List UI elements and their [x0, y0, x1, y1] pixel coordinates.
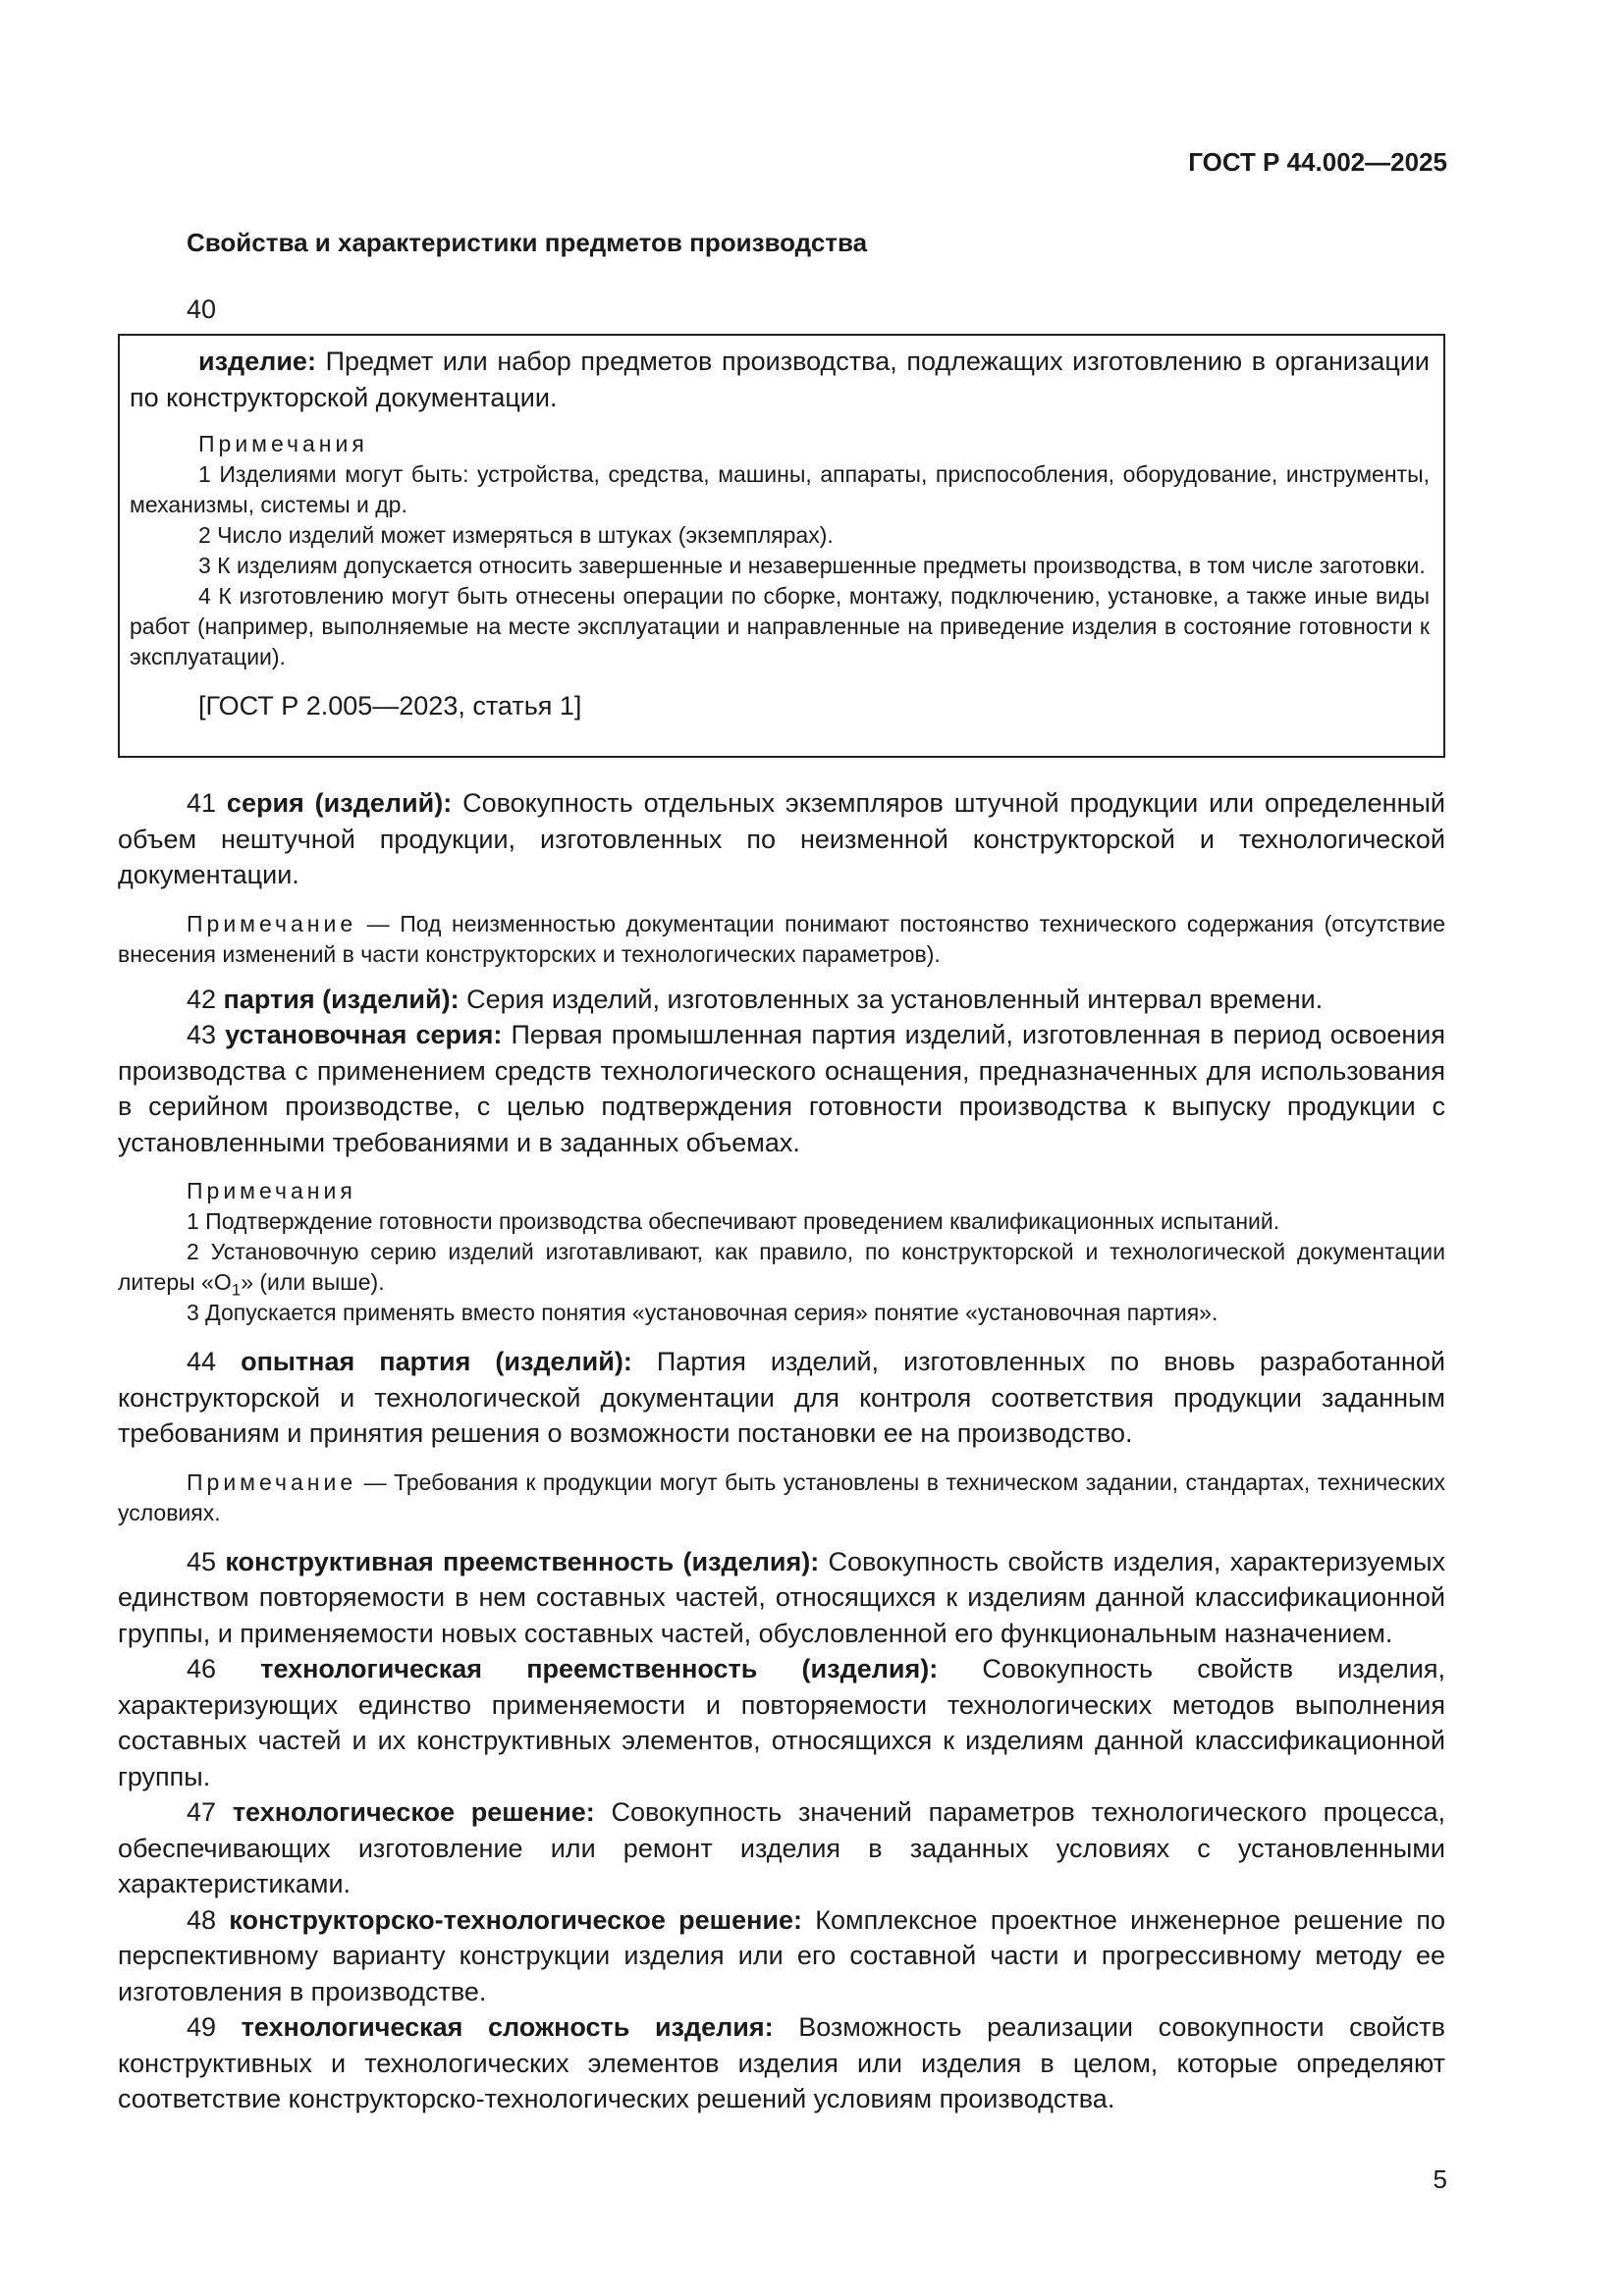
term-40-entry: [130, 344, 1430, 415]
term-49-term: технологическая сложность изделия:: [241, 2012, 774, 2042]
document-code: ГОСТ Р 44.002—2025: [1188, 147, 1447, 177]
term-42-term: партия (изделий):: [223, 984, 460, 1014]
term-40-note-3: 3 К изделиям допускается относить завершенные и незавершенные предметы производства, в том числе заготовки.: [198, 553, 1426, 578]
term-41-term: серия (изделий):: [226, 788, 453, 818]
term-48-entry: [118, 1902, 1445, 2010]
section-title: Свойства и характеристики предметов производства: [187, 228, 868, 257]
term-42-number: 42: [187, 984, 224, 1014]
term-43-note-1: 1 Подтверждение готовности производства обеспечивают проведением квалификационных испытаний.: [187, 1208, 1280, 1234]
term-44-entry: [118, 1344, 1445, 1452]
term-41-note-label: Примечание: [187, 910, 357, 936]
term-49-entry: [118, 2009, 1445, 2117]
term-40-number: 40: [187, 294, 217, 324]
term-41-note-text: — Под неизменностью документации понимают постоянство технического содержания (отсутствие внесения изменений в части конструкторских и технологических параметров).: [118, 910, 1445, 967]
term-40-note-2: 2 Число изделий может измеряться в штуках (экземплярах).: [198, 522, 834, 548]
term-45-definition: Совокупность свойств изделия, характеризуемых единством повторяемости в нем составных частей, относящихся к изделиям данной классификационной группы, и применяемости новых составных частей, обусловленной его функциональным назначением.: [118, 1546, 1445, 1648]
term-44-number: 44: [187, 1347, 242, 1376]
term-46-term: технологическая преемственность (изделия):: [260, 1654, 939, 1683]
terms-body: [118, 785, 1445, 2117]
term-43-number: 43: [187, 1020, 226, 1049]
term-40-note-1: 1 Изделиями могут быть: устройства, средства, машины, аппараты, приспособления, оборудование, инструменты, механизмы, системы и др.: [130, 461, 1430, 517]
term-43-definition: Первая промышленная партия изделий, изготовленная в период освоения производства с применением средств технологического оснащения, предназначенных для использования в серийном производстве, с целью подтверждения готовности производства к выпуску продукции с установленными требованиями и в заданных объемах.: [118, 1020, 1445, 1157]
term-43-note-2-tail: » (или выше).: [241, 1269, 385, 1295]
term-41-number: 41: [187, 788, 227, 818]
term-43-note-3: 3 Допускается применять вместо понятия «установочная серия» понятие «установочная партия».: [187, 1300, 1218, 1325]
term-42-definition: Серия изделий, изготовленных за установленный интервал времени.: [459, 984, 1324, 1014]
term-41-entry: [118, 785, 1445, 893]
term-43-note-2: [118, 1237, 1445, 1298]
term-43-note-2-subscript: 1: [231, 1280, 242, 1300]
term-49-number: 49: [187, 2012, 242, 2042]
term-45-number: 45: [187, 1546, 226, 1576]
term-47-definition: Совокупность значений параметров технологического процесса, обеспечивающих изготовление или ремонт изделия в заданных условиях с установленными характеристиками.: [118, 1797, 1445, 1898]
term-43-note-2-text: 2 Установочную серию изделий изготавливают, как правило, по конструкторской и технологической документации литеры «О: [118, 1239, 1445, 1295]
term-46-number: 46: [187, 1654, 261, 1683]
term-47-term: технологическое решение:: [232, 1797, 595, 1827]
term-40-source: [ГОСТ Р 2.005—2023, статья 1]: [198, 691, 582, 721]
term-40-notes-heading: Примечания: [198, 431, 368, 456]
term-40-definition: Предмет или набор предметов производства, подлежащих изготовлению в организации по конструкторской документации.: [130, 347, 1430, 412]
term-43-notes-heading: Примечания: [187, 1178, 356, 1203]
term-49-definition: Возможность реализации совокупности свойств конструктивных и технологических элементов изделия или изделия в целом, которые определяют соответствие конструкторско-технологических решений условиям производства.: [118, 2012, 1445, 2113]
term-40-note-4: 4 К изготовлению могут быть отнесены операции по сборке, монтажу, подключению, установке, а также иные виды работ (например, выполняемые на месте эксплуатации и направленные на приведение изделия в состояние готовности к эксплуатации).: [130, 583, 1430, 669]
term-41-definition: Совокупность отдельных экземпляров штучной продукции или определенный объем нештучной продукции, изготовленных по неизменной конструкторской и технологической документации.: [118, 788, 1445, 889]
term-48-number: 48: [187, 1904, 230, 1935]
term-43-term: установочная серия:: [225, 1020, 503, 1049]
page-number: 5: [1433, 2164, 1447, 2194]
term-44-note: [118, 1468, 1445, 1528]
term-40-term: изделие:: [198, 347, 316, 376]
term-48-definition: Комплексное проектное инженерное решение по перспективному варианту конструкции изделия или его составной части и прогрессивному методу ее изготовления в производстве.: [118, 1904, 1445, 2006]
term-46-definition: Совокупность свойств изделия, характеризующих единство применяемости и повторяемости технологических методов выполнения составных частей и их конструктивных элементов, относящихся к изделиям данной классификационной группы.: [118, 1654, 1445, 1791]
term-44-term: опытная партия (изделий):: [241, 1347, 632, 1376]
term-43-entry: [118, 1017, 1445, 1160]
term-45-term: конструктивная преемственность (изделия):: [225, 1546, 820, 1576]
term-42-entry: [118, 982, 1445, 1018]
term-44-note-text: — Требования к продукции могут быть установлены в техническом задании, стандартах, технических условиях.: [118, 1468, 1445, 1525]
term-44-note-label: Примечание: [187, 1468, 357, 1495]
term-40-box: [118, 334, 1445, 758]
term-47-number: 47: [187, 1797, 233, 1827]
term-41-note: [118, 909, 1445, 970]
term-46-entry: [118, 1651, 1445, 1794]
term-47-entry: [118, 1794, 1445, 1902]
term-44-definition: Партия изделий, изготовленных по вновь разработанной конструкторской и технологической документации для контроля соответствия продукции заданным требованиям и принятия решения о возможности постановки ее на производство.: [118, 1347, 1445, 1448]
term-45-entry: [118, 1544, 1445, 1652]
term-48-term: конструкторско-технологическое решение:: [229, 1904, 803, 1935]
